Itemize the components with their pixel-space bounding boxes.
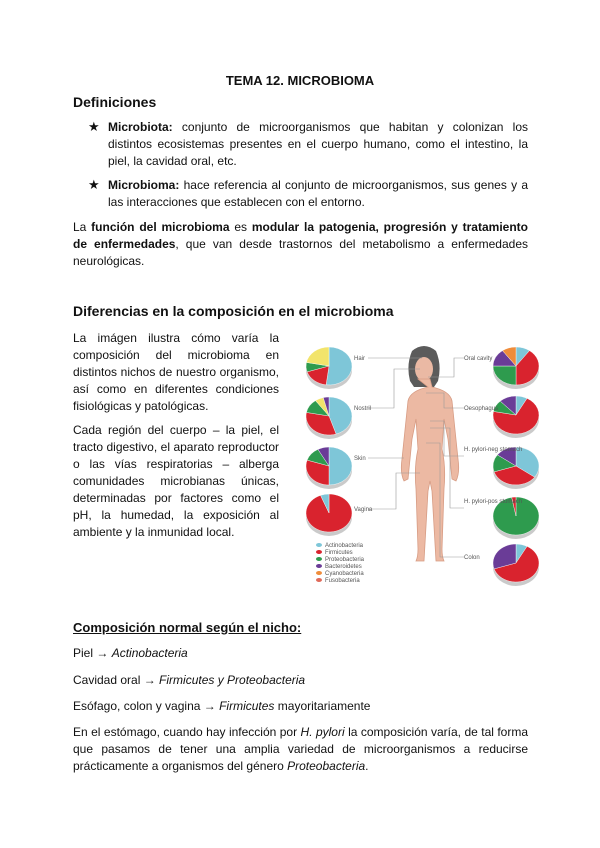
diferencias-paragraph-1: La imágen ilustra cómo varía la composición del microbioma en distintos nichos de nuestro organismo, así como en diferentes condiciones fisiológicas y patológicas.	[73, 331, 279, 413]
pie-slice	[493, 366, 516, 385]
legend-cyanobacteria: Cyanobacteria	[325, 571, 364, 577]
microbiome-figure	[304, 333, 542, 595]
pie-chart-colon	[493, 544, 539, 586]
label-nostril: Nostril	[354, 406, 372, 412]
label-skin: Skin	[354, 456, 366, 462]
label-hpylori-neg: H. pylori-neg stomach	[464, 447, 523, 453]
legend-proteobacteria: Proteobacteria	[325, 557, 365, 563]
funcion-paragraph: La función del microbioma es modular la patogenia, progresión y tratamiento de enfermedades, que van desde trastornos del metabolismo a enfermedades neurológicas.	[73, 220, 528, 268]
label-vagina: Vagina	[354, 507, 373, 513]
composicion-heading: Composición normal según el nicho:	[73, 620, 302, 635]
legend-bacteroidetes: Bacteroidetes	[325, 564, 362, 570]
pie-chart-oral-cavity	[493, 347, 539, 389]
pie-chart-nostril	[306, 397, 352, 439]
definition-microbioma: ★ Microbioma: hace referencia al conjunto de microorganismos, sus genes y a las interacciones que establecen con el entorno.	[88, 177, 528, 209]
legend-firmicutes: Firmicutes	[325, 550, 353, 556]
star-bullet-icon: ★	[88, 119, 100, 134]
pie-chart-skin	[306, 447, 352, 489]
pie-chart-hpylori-neg-stomach	[493, 447, 539, 489]
page-title: TEMA 12. MICROBIOMA	[225, 73, 375, 88]
composicion-piel: Piel → Actinobacteria	[73, 646, 188, 660]
label-hair: Hair	[354, 356, 366, 362]
term-microbiota: Microbiota:	[108, 120, 173, 134]
label-oesophagus: Oesophagus	[464, 406, 499, 412]
estomago-paragraph: En el estómago, cuando hay infección por H. pylori la composición varía, de tal forma que pasamos de tener una amplia variedad de microorganismos a reducirse prácticamente a organismos del género Proteobacteria.	[73, 725, 529, 773]
legend-actinobacteria: Actinobacteria	[325, 543, 364, 549]
definition-microbiota: ★ Microbiota: conjunto de microorganismos que habitan y colonizan los distintos ecosistemas presentes en el cuerpo humano, como el intestino, la piel, la cavidad oral, etc.	[88, 119, 528, 168]
pie-chart-hair	[306, 347, 352, 389]
label-colon: Colon	[464, 555, 480, 561]
figure-legend	[316, 543, 365, 584]
diferencias-paragraph-2: Cada región del cuerpo – la piel, el tracto digestivo, el aparato reproductor o las vías respiratorias – alberga comunidades microbianas únicas, determinadas por factores como el pH, la humedad, la exposición al ambiente y la inmunidad local.	[73, 423, 279, 539]
pie-chart-oesophagus	[493, 396, 539, 438]
legend-fusobacteria: Fusobacteria	[325, 578, 360, 584]
term-microbioma: Microbioma:	[108, 178, 180, 192]
star-bullet-icon: ★	[88, 177, 100, 192]
pie-chart-vagina	[306, 494, 352, 536]
label-hpylori-pos: H. pylori-pos stomach	[464, 499, 523, 505]
section-heading-diferencias: Diferencias en la composición en el microbioma	[73, 303, 394, 319]
section-heading-definiciones: Definiciones	[73, 94, 157, 110]
composicion-esofago: Esófago, colon y vagina → Firmicutes mayoritariamente	[73, 699, 371, 713]
composicion-oral: Cavidad oral → Firmicutes y Proteobacteria	[73, 673, 306, 687]
pie-slice	[306, 347, 329, 366]
label-oral-cavity: Oral cavity	[464, 356, 493, 362]
